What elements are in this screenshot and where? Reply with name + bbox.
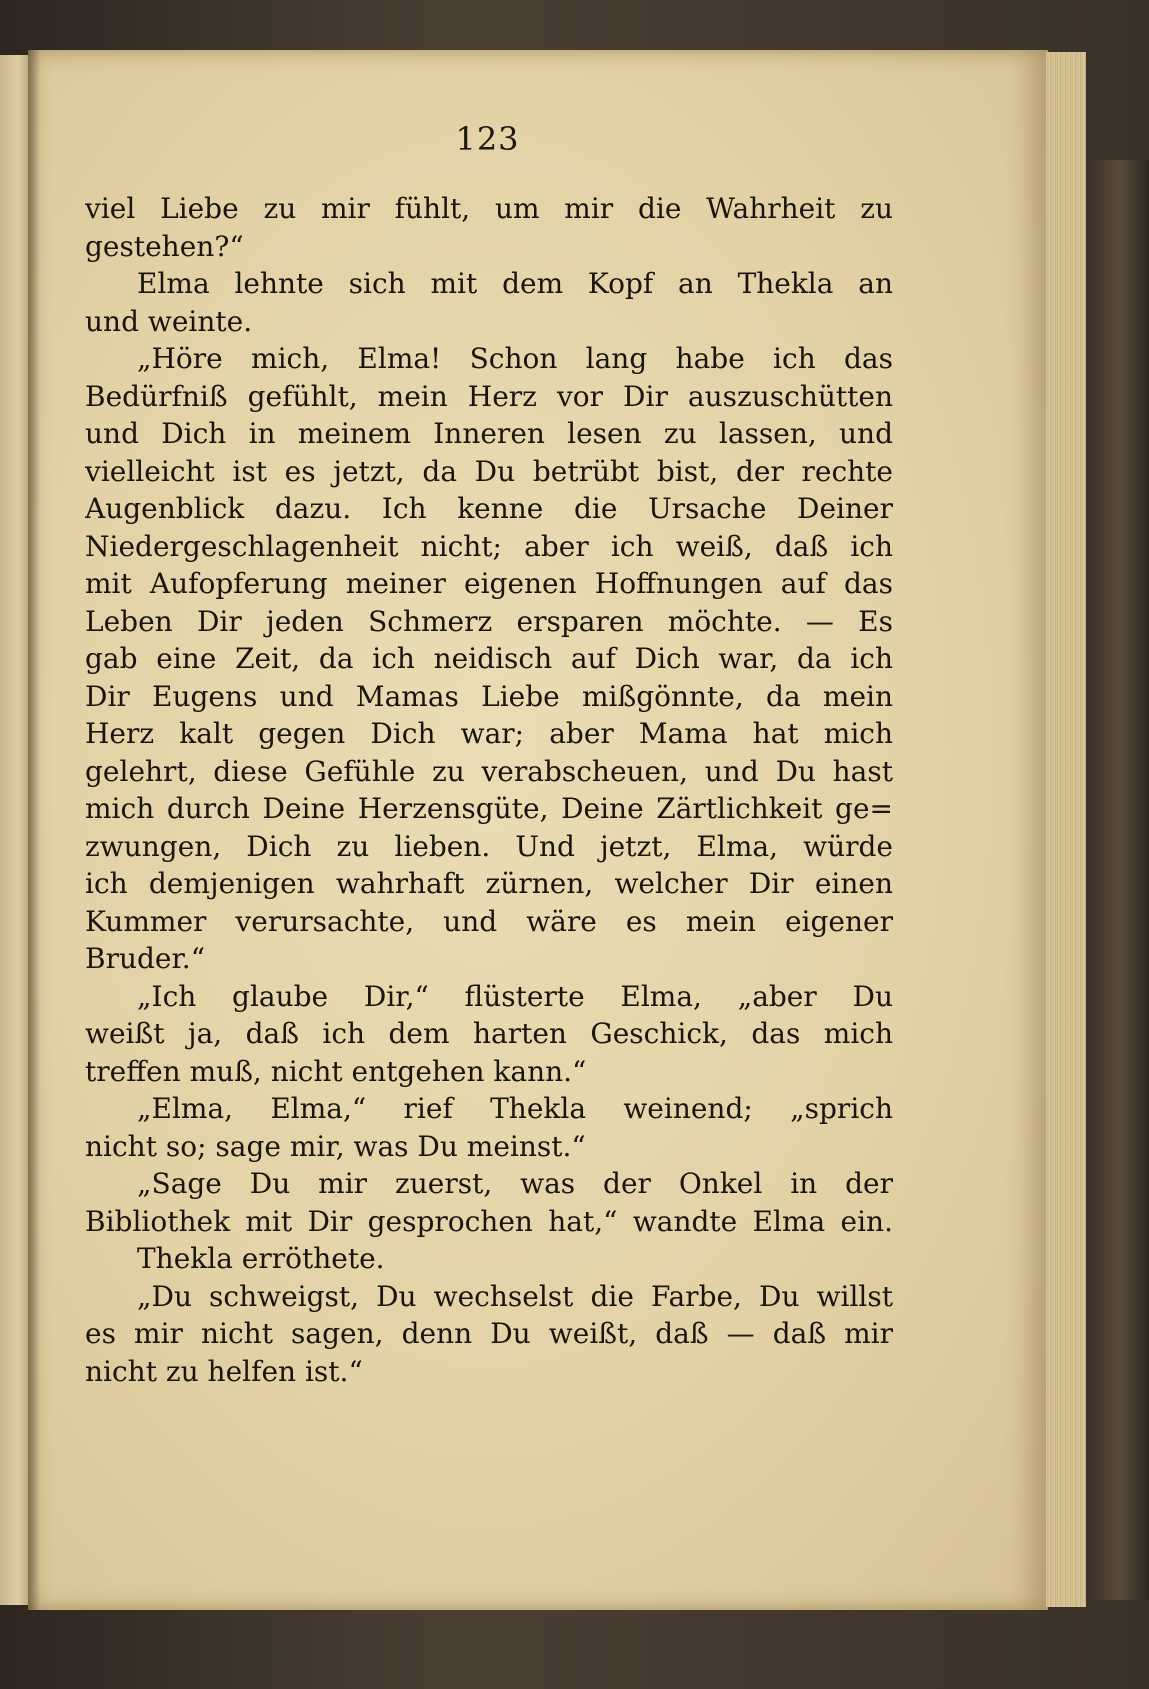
text-line: viel Liebe zu mir fühlt, um mir die Wahrheit zu [85, 192, 893, 225]
text-line: vielleicht ist es jetzt, da Du betrübt bist, der rechte [85, 454, 893, 488]
text-line: nicht zu helfen ist.“ [85, 1354, 363, 1388]
text-line: Thekla erröthete. [137, 1242, 385, 1275]
text-line: mit Aufopferung meiner eigenen Hoffnungen auf das [85, 567, 893, 600]
text-line: Elma lehnte sich mit dem Kopf an Thekla an [137, 267, 893, 300]
facing-page-edge [0, 55, 30, 1605]
text-line: Bedürfniß gefühlt, mein Herz vor Dir auszuschütten [85, 379, 893, 413]
text-line: Leben Dir jeden Schmerz ersparen möchte. — Es [85, 604, 893, 638]
text-line: gab eine Zeit, da ich neidisch auf Dich war, da ich [85, 642, 893, 675]
text-line: mich durch Deine Herzensgüte, Deine Zärtlichkeit ge= [85, 792, 893, 825]
text-line: gelehrt, diese Gefühle zu verabscheuen, und Du hast [85, 754, 893, 788]
text-line: „Du schweigst, Du wechselst die Farbe, Du willst [137, 1279, 893, 1313]
text-line: „Höre mich, Elma! Schon lang habe ich das [137, 342, 893, 375]
text-line: Augenblick dazu. Ich kenne die Ursache Deiner [85, 492, 893, 525]
text-line: Dir Eugens und Mamas Liebe mißgönnte, da mein [85, 679, 893, 713]
text-line: Kummer verursachte, und wäre es mein eigener [85, 904, 893, 938]
text-line: treffen muß, nicht entgehen kann.“ [85, 1054, 587, 1088]
text-line: zwungen, Dich zu lieben. Und jetzt, Elma, würde [85, 829, 893, 863]
text-line: Bruder.“ [85, 942, 206, 975]
text-line: gestehen?“ [85, 229, 244, 263]
text-line: Herz kalt gegen Dich war; aber Mama hat mich [85, 717, 893, 750]
text-line: und Dich in meinem Inneren lesen zu lassen, und [85, 417, 893, 450]
spine-shadow [28, 50, 40, 1610]
text-line: Niedergeschlagenheit nicht; aber ich weiß, daß ich [85, 529, 893, 563]
text-line: „Sage Du mir zuerst, was der Onkel in der [137, 1167, 893, 1200]
text-line: und weinte. [85, 304, 253, 338]
text-line: Bibliothek mit Dir gesprochen hat,“ wandte Elma ein. [85, 1204, 893, 1238]
text-line: es mir nicht sagen, denn Du weißt, daß — daß mir [85, 1317, 893, 1350]
body-text [85, 190, 893, 1390]
book-cover-edge [1090, 160, 1149, 1600]
page-number: 123 [455, 120, 520, 158]
page-stack-edges [1046, 52, 1086, 1607]
text-line: „Elma, Elma,“ rief Thekla weinend; „sprich [137, 1092, 893, 1125]
text-line: nicht so; sage mir, was Du meinst.“ [85, 1129, 586, 1163]
text-line: ich demjenigen wahrhaft zürnen, welcher Dir einen [85, 867, 893, 900]
text-line: „Ich glaube Dir,“ flüsterte Elma, „aber Du [137, 979, 893, 1013]
text-line: weißt ja, daß ich dem harten Geschick, das mich [85, 1017, 893, 1050]
